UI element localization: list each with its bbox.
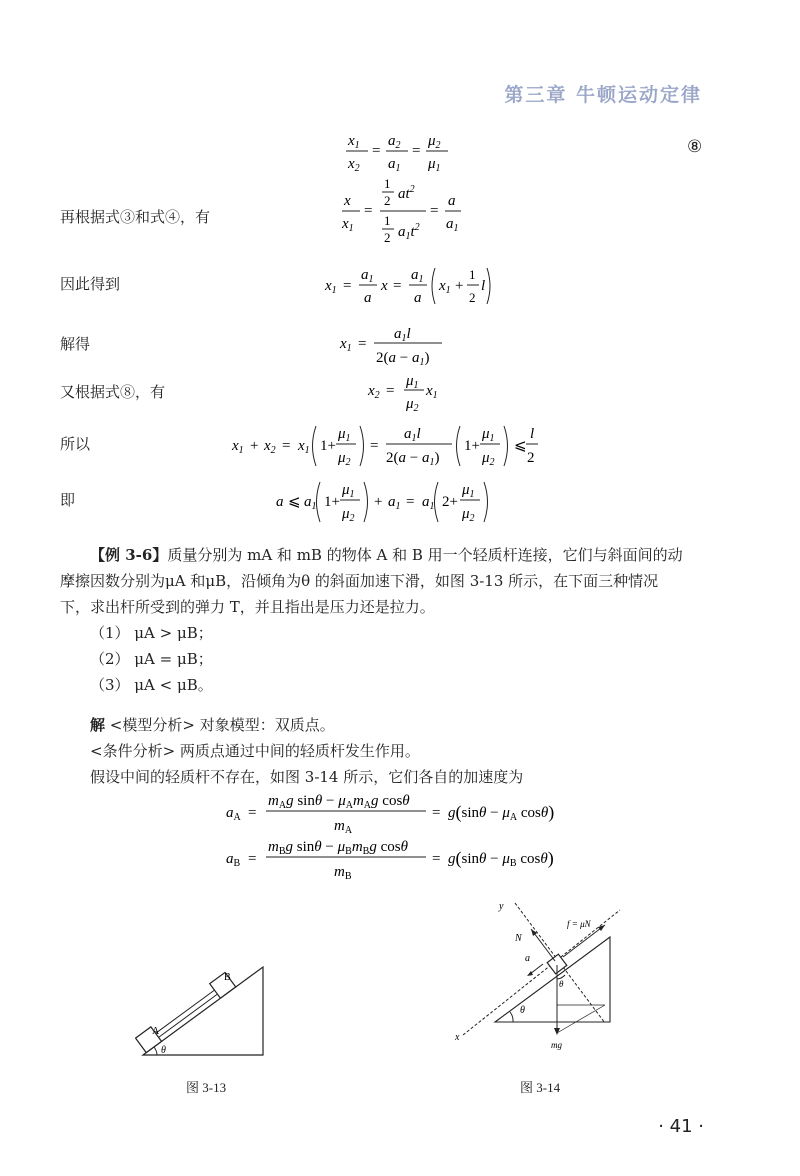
example-tag: 【例 3-6】 [90,546,168,564]
case-3: （3） μA < μB。 [90,676,213,694]
figure-3-13-caption: 图 3-13 [186,1080,227,1095]
svg-text:=: = [430,203,439,219]
svg-text:=: = [393,278,402,294]
svg-text:x: x [344,193,351,209]
svg-text:l: l [481,278,486,294]
svg-text:aB: $a_B$ [226,851,241,869]
svg-text:μ1: $\mu_1$ [338,426,351,444]
svg-text:a1: $a_1$ [446,216,459,234]
step-label: 即 [60,491,76,509]
svg-text:a1: $a_1$ [388,494,401,512]
svg-text:μ2: $\mu_2$ [462,506,475,524]
svg-text:x: x [381,278,388,294]
chapter-header: 第三章 牛顿运动定律 [504,84,702,106]
svg-text:at2: $at^2$ [398,184,415,202]
svg-text:l: l [530,426,535,442]
equation-x1 [325,262,485,315]
svg-text:=: = [432,851,441,867]
equation-x2 [368,370,448,421]
svg-text:x1: $x_1$ [439,278,451,296]
svg-text:a: a [414,290,422,306]
step-label: 解得 [60,335,91,353]
step-label: 所以 [60,435,91,453]
equation-aB [226,836,576,887]
svg-text:2+: 2+ [442,494,458,510]
svg-text:2: 2 [384,230,391,245]
svg-text:a1: $a_1$ [411,267,424,285]
example-line-3: 下，求出杆所受到的弹力 T，并且指出是压力还是拉力。 [60,598,435,616]
svg-text:1+: 1+ [464,438,480,454]
x-axis-label: x [455,1032,460,1043]
equation-number-8: ⑧ [687,137,703,157]
equation-inequality [276,476,506,531]
solution-line-1: 解 <模型分析> 对象模型：双质点。 [90,716,335,734]
svg-text:2(a − a1): $2(a - a_1)$ [376,350,430,368]
step-label: 因此得到 [60,275,121,293]
svg-text:x1: $x_1$ [232,438,244,456]
svg-text:1+: 1+ [324,494,340,510]
svg-text:mBg sinθ − μBmBg cosθ: $m_Bg$ $\sin\theta - \mu_Bm_Bg$ cosθ [268,839,408,857]
svg-text:=: = [386,383,395,399]
example-line-1: 【例 3-6】质量分别为 mA 和 mB 的物体 A 和 B 用一个轻质杆连接，它们与斜面间的动 [90,546,683,564]
svg-text:x1: $x_1$ [325,278,337,296]
svg-text:μ1: $\mu_1$ [462,482,475,500]
acceleration-label: a [525,953,530,964]
svg-text:1: 1 [384,176,391,191]
svg-text:x1: $x_1$ [298,438,310,456]
svg-text:μ2: $\mu_2$ [342,506,355,524]
equation-8 [340,130,450,179]
svg-text:=: = [370,438,379,454]
svg-text:μ1: $\mu_1$ [406,373,419,391]
svg-text:a1l: $a_1l$ [394,326,411,344]
example-line-2: 摩擦因数分别为μA 和μB，沿倾角为θ 的斜面加速下滑，如图 3-13 所示，在下面三种情况 [60,572,659,590]
svg-text:=: = [432,805,441,821]
svg-text:=: = [364,203,373,219]
svg-text:2(a − a1): $2(a - a_1)$ [386,450,440,468]
equation-solution-x1 [340,322,450,373]
svg-text:x1: $x_1$ [342,216,354,234]
svg-text:=: = [248,805,257,821]
svg-text:a: a [448,193,456,209]
figure-3-13 [135,955,275,1064]
svg-text:⩽: ⩽ [514,438,527,454]
solution-paragraph [90,712,740,790]
svg-text:=: = [406,494,415,510]
svg-text:g(sinθ − μB cosθ): $g(\sin\theta - \mu_B$ cosθ) [448,848,554,869]
svg-text:x1: $x_1$ [340,336,352,354]
svg-text:=: = [358,336,367,352]
figure-3-14 [455,895,625,1054]
y-axis-label: y [499,901,504,912]
block-b-label: B [224,972,231,983]
svg-text:2: 2 [469,290,476,305]
example-paragraph [60,542,740,698]
svg-text:=: = [412,143,421,159]
normal-force-label: N [515,933,522,944]
figure-3-14-caption: 图 3-14 [520,1080,561,1095]
svg-text:=: = [372,143,381,159]
solution-label: 解 [90,716,106,734]
svg-text:=: = [282,438,291,454]
svg-text:x2: $x_2$ [264,438,276,456]
step-label: 再根据式③和式④，有 [60,208,211,226]
equation-ratio [340,176,460,251]
svg-text:aA: $a_A$ [226,805,241,823]
svg-text:x2: $x_2$ [368,383,380,401]
svg-text:+: + [250,438,259,454]
svg-text:a1: $a_1$ [361,267,374,285]
svg-text:1: 1 [469,267,476,282]
svg-text:a1l: $a_1l$ [404,426,421,444]
svg-text:+: + [374,494,383,510]
case-1: （1） μA > μB； [90,624,213,642]
svg-text:x1: $x_1$ [426,383,438,401]
step-label: 又根据式⑧，有 [60,383,166,401]
svg-text:a2: $a_2$ [388,133,401,151]
svg-text:+: + [455,278,464,294]
svg-text:mB: $m_B$ [334,864,352,882]
svg-text:⩽: ⩽ [288,494,301,510]
svg-text:a: a [364,290,372,306]
svg-text:μ1: $\mu_1$ [342,482,355,500]
svg-text:a: a [276,494,284,510]
page-number: · 41 · [658,1116,704,1137]
svg-text:μ2: $\mu_2$ [406,396,419,414]
svg-text:a1t2: $a_1t^2$ [398,222,420,242]
svg-text:μ1: $\mu_1$ [428,156,441,174]
angle-label: θ [161,1045,166,1056]
svg-text:mAg sinθ − μAmAg cosθ: $m_Ag$ $\sin\theta - \mu_Am_Ag$ cosθ [268,793,410,811]
svg-text:=: = [343,278,352,294]
solution-line-3: 假设中间的轻质杆不存在，如图 3-14 所示，它们各自的加速度为 [90,768,524,786]
solution-line-2: <条件分析> 两质点通过中间的轻质杆发生作用。 [90,742,420,760]
svg-text:x1: $x_1$ [348,133,360,151]
svg-text:μ2: $\mu_2$ [482,450,495,468]
svg-text:mA: $m_A$ [334,818,353,836]
svg-text:g(sinθ − μA cosθ): $g(\sin\theta - \mu_A$ cosθ) [448,802,555,823]
svg-text:x2: $x_2$ [348,156,360,174]
svg-text:μ2: $\mu_2$ [338,450,351,468]
svg-text:2: 2 [527,450,535,466]
svg-text:a1: $a_1$ [304,494,317,512]
svg-text:a1: $a_1$ [422,494,435,512]
weight-label: mg [551,1040,562,1050]
block-a-label: A [152,1026,160,1037]
svg-text:2: 2 [384,193,391,208]
angle-label-1: θ [520,1005,525,1016]
case-2: （2） μA = μB； [90,650,213,668]
angle-label-2: θ [559,979,564,989]
equation-aA [226,790,576,841]
svg-text:a1: $a_1$ [388,156,401,174]
svg-text:1: 1 [384,213,391,228]
svg-text:=: = [248,851,257,867]
svg-text:μ1: $\mu_1$ [482,426,495,444]
svg-text:1+: 1+ [320,438,336,454]
equation-sum [232,420,542,475]
friction-label: f = μN [567,919,591,929]
svg-text:μ2: $\mu_2$ [428,133,441,151]
